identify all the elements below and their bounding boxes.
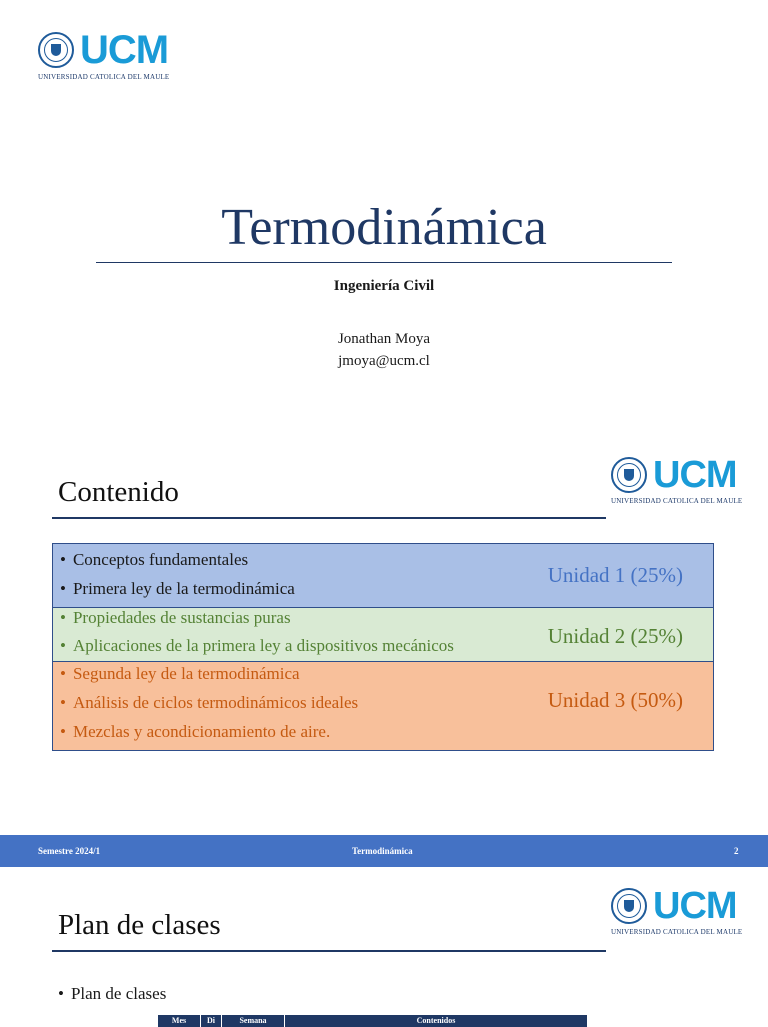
footer-semester: Semestre 2024/1 [38, 846, 101, 856]
title-slide [0, 0, 768, 420]
presentation-subtitle: Ingeniería Civil [333, 278, 435, 294]
author-name: Jonathan Moya [337, 331, 431, 347]
plan-table-header [158, 1015, 587, 1027]
unit-3-label: Unidad 3 (50%) [547, 688, 683, 712]
list-item: • Análisis de ciclos termodinámicos ideales [60, 693, 358, 713]
heading-underline [52, 950, 606, 952]
table-header-cell: Mes [158, 1015, 201, 1027]
university-seal-icon [611, 888, 647, 924]
table-header-cell: Di [201, 1015, 222, 1027]
heading-underline [52, 517, 606, 519]
unit-2-label: Unidad 2 (25%) [547, 624, 683, 648]
presentation-title: Termodinámica [221, 199, 547, 256]
logo-subtitle: UNIVERSIDAD CATOLICA DEL MAULE [38, 73, 170, 81]
list-item: • Propiedades de sustancias puras [60, 608, 291, 628]
list-item: • Segunda ley de la termodinámica [60, 664, 300, 684]
slide-footer [0, 835, 768, 867]
unit-1-label: Unidad 1 (25%) [547, 563, 683, 587]
author-block [0, 328, 768, 372]
unit-3-box [52, 661, 714, 751]
logo-word: UCM [80, 28, 169, 72]
ucm-logo [611, 887, 742, 936]
slide-heading: Contenido [58, 476, 179, 508]
plan-slide [0, 867, 768, 1024]
university-seal-icon [611, 457, 647, 493]
list-item: • Mezclas y acondicionamiento de aire. [60, 722, 330, 742]
table-header-cell: Semana [222, 1015, 285, 1027]
author-email: jmoya@ucm.cl [338, 353, 430, 369]
logo-subtitle: UNIVERSIDAD CATOLICA DEL MAULE [611, 928, 743, 936]
list-item: • Conceptos fundamentales [60, 550, 248, 570]
table-header-cell: Contenidos [416, 1016, 456, 1025]
footer-page-number: 2 [734, 846, 739, 856]
list-item: • Plan de clases [58, 984, 166, 1004]
logo-subtitle: UNIVERSIDAD CATOLICA DEL MAULE [611, 497, 743, 505]
list-item: • Primera ley de la termodinámica [60, 579, 295, 599]
logo-word: UCM [653, 885, 737, 927]
ucm-logo [611, 456, 742, 505]
contents-slide [0, 420, 768, 867]
ucm-logo [38, 30, 169, 81]
slide-heading: Plan de clases [58, 909, 221, 941]
logo-word: UCM [653, 454, 737, 496]
list-item: • Aplicaciones de la primera ley a dispositivos mecánicos [60, 636, 454, 656]
footer-title: Termodinámica [352, 846, 413, 856]
university-seal-icon [38, 32, 74, 68]
unit-1-box [52, 543, 714, 608]
unit-2-box [52, 607, 714, 662]
title-underline [96, 262, 672, 263]
